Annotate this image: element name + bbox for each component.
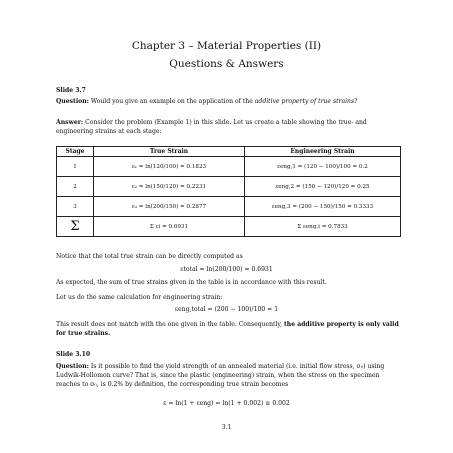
note-additive-conclusion bbox=[56, 320, 401, 338]
table-row bbox=[57, 157, 401, 177]
strain-table bbox=[56, 146, 401, 237]
question-label: Question: bbox=[56, 363, 89, 370]
chapter-subtitle: Questions & Answers bbox=[169, 58, 284, 70]
table-row bbox=[57, 197, 401, 217]
table-header-row bbox=[57, 147, 401, 157]
answer-label: Answer: bbox=[56, 119, 84, 126]
true-strain-cell: ε₂ = ln(150/120) = 0.2231 bbox=[94, 177, 245, 197]
stage-cell: 1 bbox=[57, 157, 94, 177]
chapter-title: Chapter 3 – Material Properties (II) bbox=[131, 40, 322, 52]
header-true-strain: True Strain bbox=[94, 147, 245, 157]
sum-true-strain-cell: Σ εi = 0.6931 bbox=[94, 217, 245, 237]
question-text: Would you give an example on the application of the bbox=[88, 98, 255, 105]
sum-engineering-strain-cell: Σ εeng,i = 0.7833 bbox=[245, 217, 401, 237]
true-strain-cell: ε₁ = ln(120/100) = 0.1823 bbox=[94, 157, 245, 177]
engineering-strain-cell: εeng,2 = (150 − 120)/120 = 0.25 bbox=[245, 177, 401, 197]
equation-engineering-total: εeng,total = (200 − 100)/100 = 1 bbox=[174, 306, 279, 313]
answer-text: Consider the problem (Example 1) in this slide. Let us create a table showing the true- and engineering strains at each stage: bbox=[56, 119, 367, 136]
question-text: Is it possible to find the yield strength of an annealed material (i.e. initial flow stress, σ₀) using Ludwik-Hollomon curve? That is, since the plastic (engineering) strain, when the stress on the specimen reaches to σ₀, is 0.2% by definition, the corresponding true strain becomes bbox=[56, 363, 385, 389]
header-engineering-strain: Engineering Strain bbox=[245, 147, 401, 157]
equation-total-true-strain: εtotal = ln(200/100) = 0.6931 bbox=[180, 266, 273, 273]
question-label: Question: bbox=[56, 98, 89, 105]
table-row bbox=[57, 177, 401, 197]
slide-3-7-question bbox=[56, 97, 401, 106]
note-engineering-calculation: Let us do the same calculation for engineering strain: bbox=[56, 294, 223, 301]
equation-true-strain-yield: ε = ln(1 + εeng) = ln(1 + 0.002) ≅ 0.002 bbox=[163, 400, 290, 407]
note-sum-accordance: As expected, the sum of true strains given in the table is in accordance with this result. bbox=[56, 279, 327, 286]
stage-cell: 2 bbox=[57, 177, 94, 197]
question-end: ? bbox=[354, 98, 358, 105]
conclusion-bold: the additive property is only valid for true strains. bbox=[56, 321, 399, 338]
stage-cell: 3 bbox=[57, 197, 94, 217]
conclusion-text: This result does not match with the one given in the table. Consequently, bbox=[56, 321, 284, 328]
slide-3-7-heading: Slide 3.7 bbox=[56, 87, 86, 94]
sum-symbol: Σ bbox=[57, 217, 94, 237]
slide-3-10-question bbox=[56, 362, 401, 390]
slide-3-7-answer bbox=[56, 118, 401, 136]
table-sum-row bbox=[57, 217, 401, 237]
engineering-strain-cell: εeng,1 = (120 − 100)/100 = 0.2 bbox=[245, 157, 401, 177]
engineering-strain-cell: εeng,3 = (200 − 150)/150 = 0.3333 bbox=[245, 197, 401, 217]
slide-3-10-heading: Slide 3.10 bbox=[56, 351, 91, 358]
page-number: 3.1 bbox=[221, 424, 232, 431]
header-stage: Stage bbox=[57, 147, 94, 157]
question-emphasis: additive property of true strains bbox=[254, 98, 355, 105]
true-strain-cell: ε₃ = ln(200/150) = 0.2877 bbox=[94, 197, 245, 217]
note-total-true-strain: Notice that the total true strain can be directly computed as bbox=[56, 253, 243, 260]
